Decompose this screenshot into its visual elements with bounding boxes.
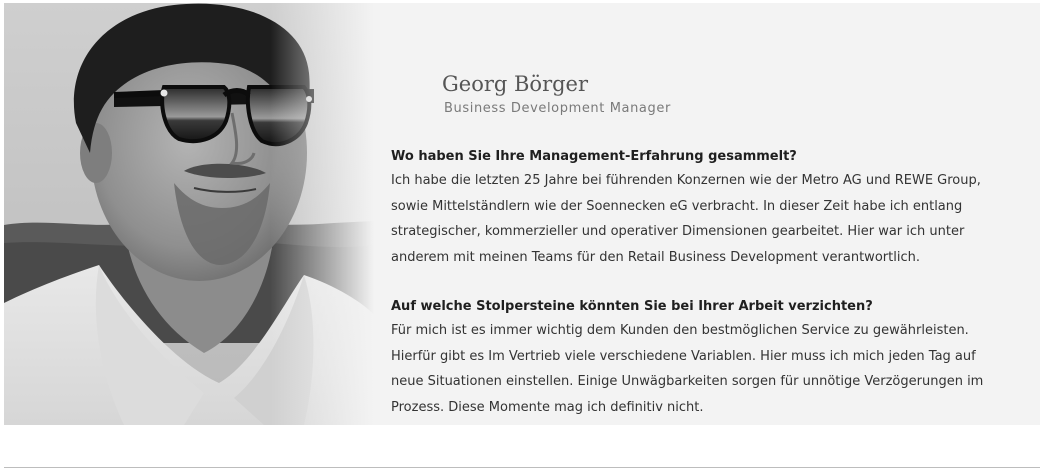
qa-block-2	[391, 296, 1011, 420]
profile-name: Georg Börger	[442, 72, 589, 96]
profile-photo	[4, 3, 374, 425]
profile-role: Business Development Manager	[444, 101, 671, 116]
profile-header	[442, 71, 671, 118]
question-1: Wo haben Sie Ihre Management-Erfahrung gesammelt?	[391, 149, 797, 164]
bottom-divider	[4, 467, 1040, 468]
profile-card	[4, 3, 1040, 425]
answer-2: Für mich ist es immer wichtig dem Kunden den bestmöglichen Service zu gewährleisten. Hierfür gibt es Im Vertrieb viele verschiedene Variablen. Hier muss ich mich jeden Tag auf neue Situationen einstellen. Einige Unwägbarkeiten sorgen für unnötige Verzögerungen im Prozess. Diese Momente mag ich definitiv nicht.	[391, 323, 984, 415]
qa-block-1	[391, 146, 1011, 270]
question-2: Auf welche Stolpersteine könnten Sie bei Ihrer Arbeit verzichten?	[391, 299, 873, 314]
answer-1: Ich habe die letzten 25 Jahre bei führenden Konzernen wie der Metro AG und REWE Group, sowie Mittelständlern wie der Soennecken eG verbracht. In dieser Zeit habe ich entlang strategischer, kommerzieller und operativer Dimensionen gearbeitet. Hier war ich unter anderem mit meinen Teams für den Retail Business Development verantwortlich.	[391, 173, 981, 265]
